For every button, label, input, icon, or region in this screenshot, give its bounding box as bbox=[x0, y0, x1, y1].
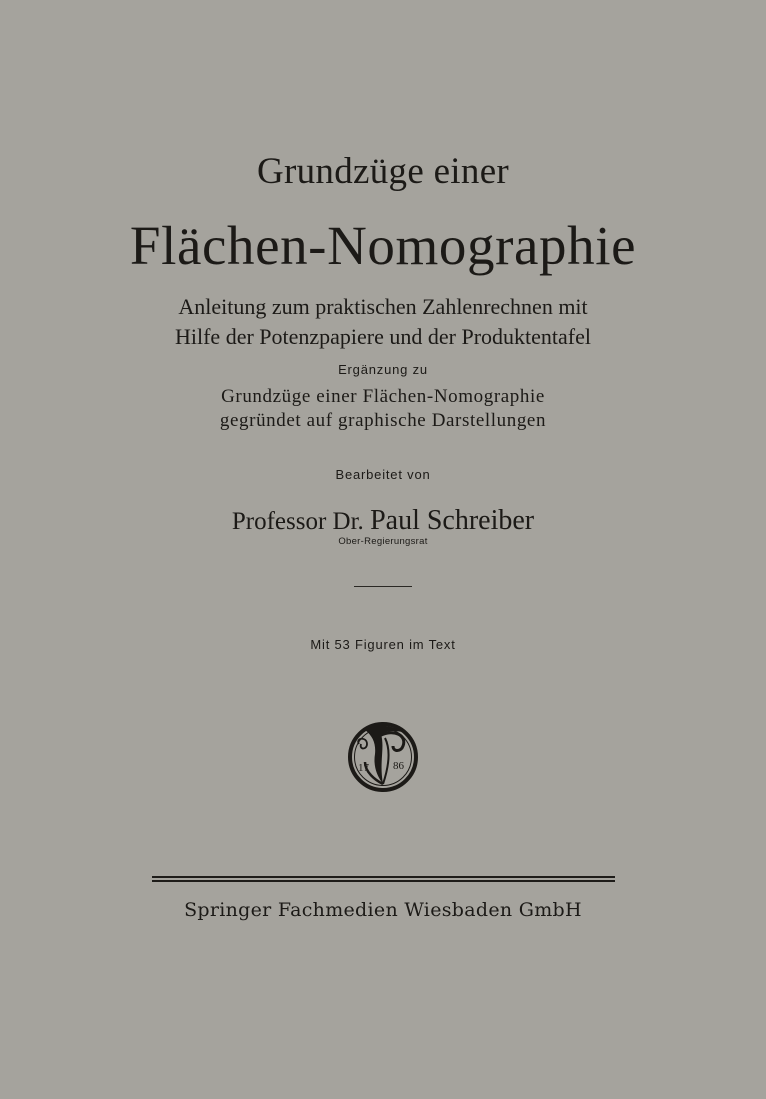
main-title: Flächen-Nomographie bbox=[129, 215, 637, 276]
divider-rule bbox=[354, 586, 412, 587]
supplement-work-line-1: Grundzüge einer Flächen-Nomographie bbox=[221, 386, 545, 407]
author-prefix: Professor Dr. bbox=[231, 508, 364, 535]
author-name: Paul Schreiber bbox=[370, 505, 535, 536]
edited-by-label: Bearbeitet von bbox=[335, 467, 431, 482]
subtitle-line-2: Hilfe der Potenzpapiere und der Produktentafel bbox=[174, 324, 591, 349]
title-line-1: Grundzüge einer bbox=[256, 151, 510, 192]
double-rule-divider bbox=[152, 876, 615, 882]
supplement-label: Ergänzung zu bbox=[338, 362, 428, 377]
svg-text:17: 17 bbox=[358, 762, 369, 774]
figures-note: Mit 53 Figuren im Text bbox=[310, 637, 456, 652]
subtitle-line-1: Anleitung zum praktischen Zahlenrechnen mit bbox=[178, 294, 588, 319]
publisher-name: Springer Fachmedien Wiesbaden GmbH bbox=[184, 899, 582, 921]
author-line bbox=[0, 505, 766, 537]
svg-text:86: 86 bbox=[393, 760, 404, 772]
supplement-work-line-2: gegründet auf graphische Darstellungen bbox=[219, 410, 547, 431]
author-rank: Ober-Regierungsrat bbox=[338, 536, 428, 547]
publisher-emblem-icon bbox=[345, 718, 421, 794]
